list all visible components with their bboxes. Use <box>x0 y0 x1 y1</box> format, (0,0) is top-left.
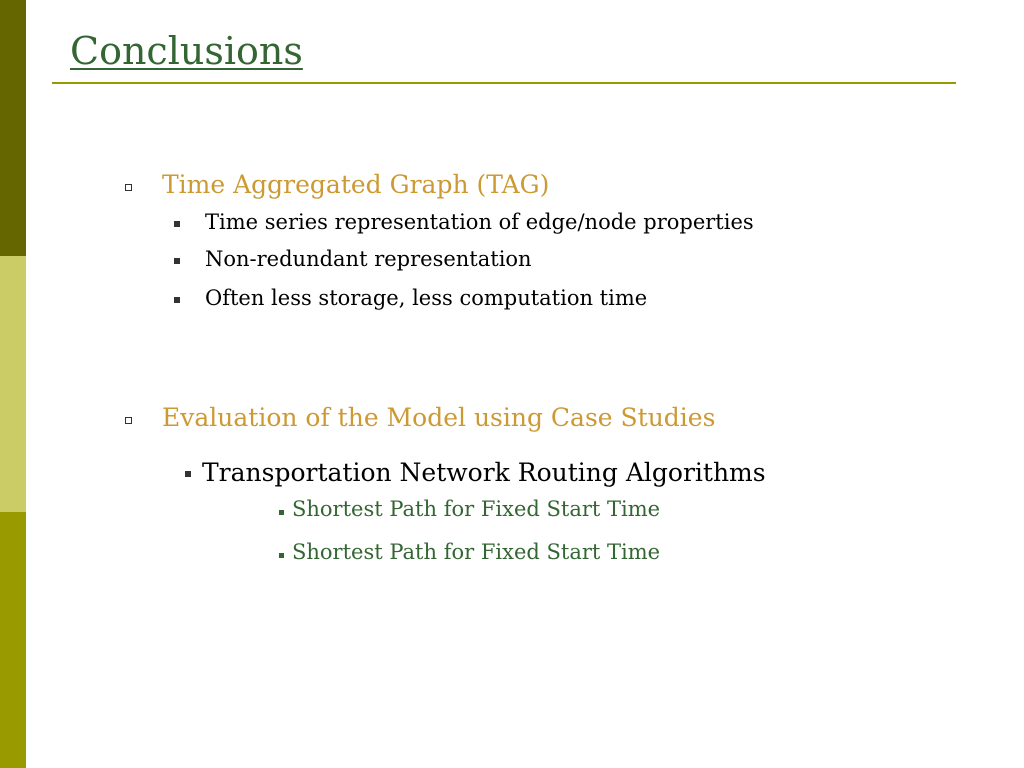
decor-bar-middle <box>0 256 26 512</box>
section-2-heading: Evaluation of the Model using Case Studies <box>162 403 716 432</box>
section-2-sub-bullet-1: Shortest Path for Fixed Start Time <box>292 497 661 521</box>
decor-bar-bottom <box>0 512 26 768</box>
section-1-bullet-2-icon <box>174 258 180 264</box>
section-1-bullet-3: Often less storage, less computation time <box>205 286 648 310</box>
section-1-bullet-3-icon <box>174 297 180 303</box>
section-1-bullet-1-icon <box>174 221 180 227</box>
section-2-sub-bullet-2-icon <box>279 553 284 558</box>
section-2-sub-bullet-1-icon <box>279 510 284 515</box>
section-2-sub-heading-icon <box>185 471 191 477</box>
section-1-heading: Time Aggregated Graph (TAG) <box>162 170 550 199</box>
section-1-bullet-2: Non-redundant representation <box>205 247 532 271</box>
decor-bar-top <box>0 0 26 256</box>
section-2-sub-bullet-2: Shortest Path for Fixed Start Time <box>292 540 661 564</box>
section-1-bullet-1: Time series representation of edge/node properties <box>205 210 754 234</box>
slide-title: Conclusions <box>70 29 303 73</box>
title-rule <box>52 82 956 84</box>
section-2-sub-heading: Transportation Network Routing Algorithms <box>202 458 766 487</box>
section-1-bullet-icon <box>125 184 132 191</box>
section-2-bullet-icon <box>125 417 132 424</box>
